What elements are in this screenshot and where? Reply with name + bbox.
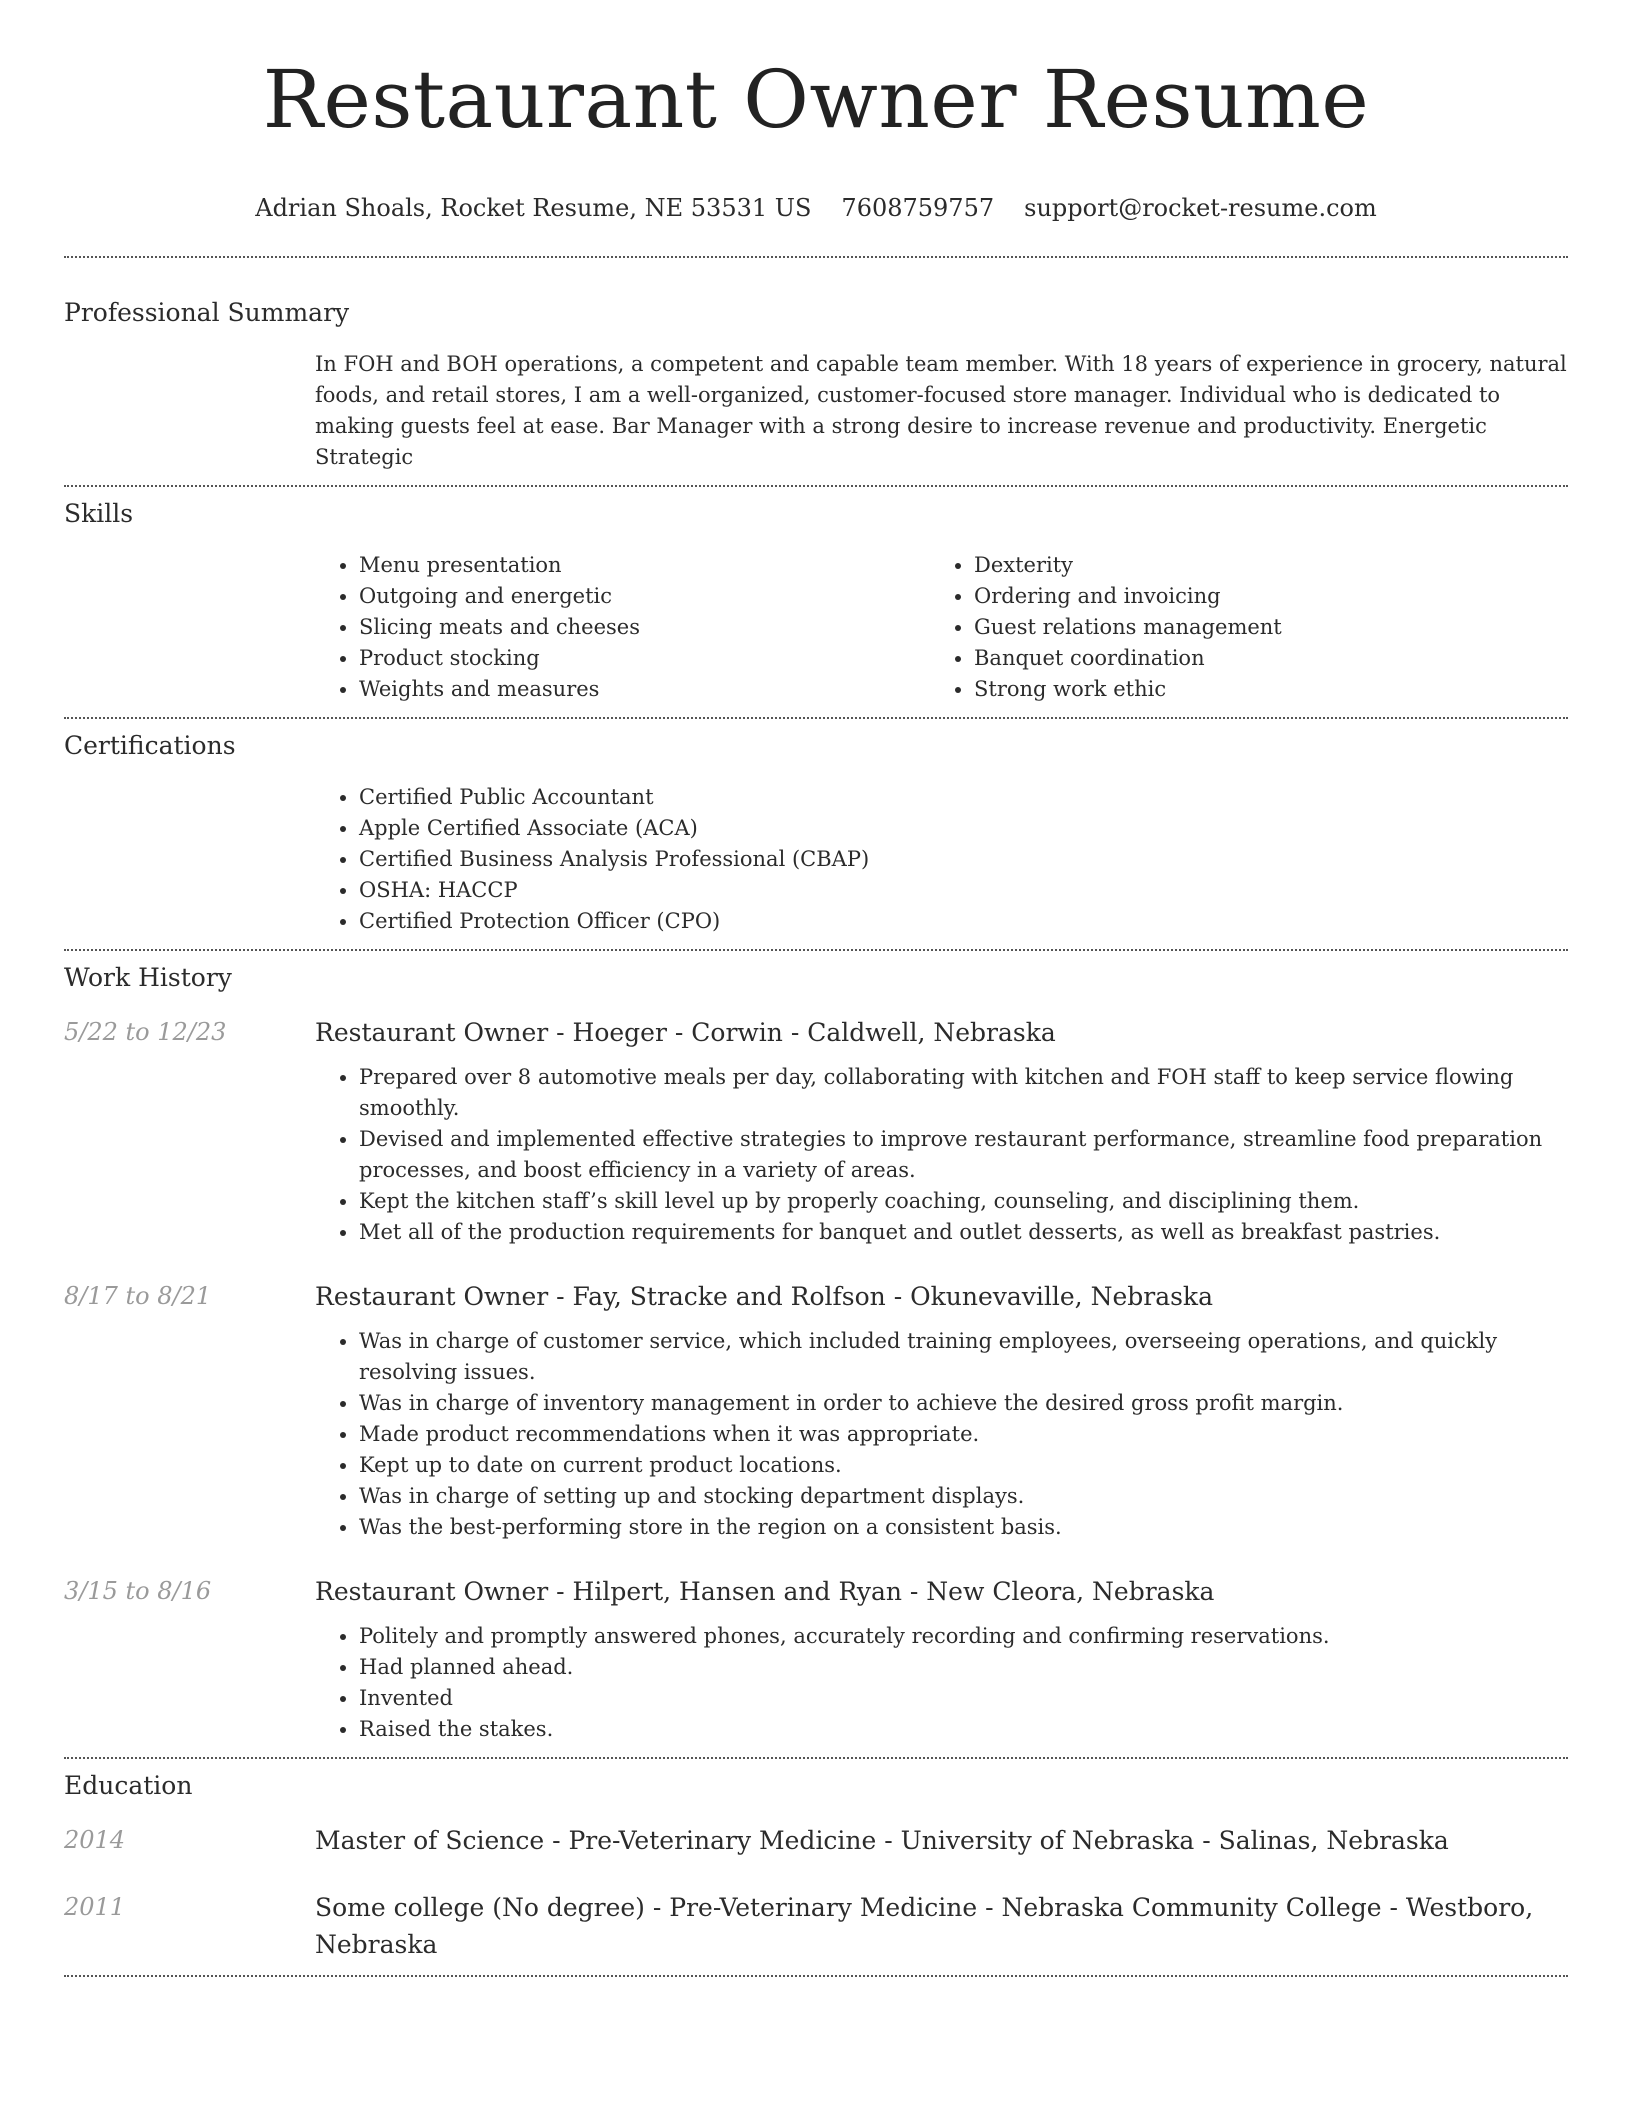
skill-item: • Slicing meats and cheeses [359,612,930,643]
education-section [64,1759,1568,1963]
skill-item: • Weights and measures [359,674,930,705]
certification-item: • Certified Protection Officer (CPO) [359,906,1568,937]
job-bullets [315,1621,1568,1745]
education-detail: Master of Science - Pre-Veterinary Medicine - University of Nebraska - Salinas, Nebraska [315,1825,1449,1855]
education-year: 2011 [64,1892,126,1921]
job-bullet: • Kept up to date on current product locations. [359,1450,1568,1481]
skill-item: • Dexterity [974,550,1568,581]
skill-item: • Outgoing and energetic [359,581,930,612]
work-heading: Work History [64,962,232,992]
job-bullet: • Politely and promptly answered phones, accurately recording and confirming reservations. [359,1621,1568,1652]
skills-list-right [930,550,1568,705]
divider [64,1975,1568,1977]
job-entry [64,1573,1568,1745]
job-bullets [315,1062,1568,1248]
resume-page [64,0,1568,1977]
job-bullet: • Invented [359,1683,1568,1714]
job-dates: 8/17 to 8/21 [64,1281,212,1310]
contact-phone: 7608759757 [841,193,995,222]
skill-item: • Product stocking [359,643,930,674]
summary-text: In FOH and BOH operations, a competent and capable team member. With 18 years of experience in grocery, natural foods, and retail stores, I am a well-organized, customer-focused store manager. Individual who is dedicated to making guests feel at ease. Bar Manager with a strong desire to increase revenue and productivity. Energetic Strategic [315,351,1567,469]
certifications-section [64,719,1568,937]
job-bullet: • Was in charge of inventory management in order to achieve the desired gross profit margin. [359,1388,1568,1419]
job-title: Restaurant Owner - Fay, Stracke and Rolfson - Okunevaville, Nebraska [315,1281,1213,1311]
skills-section [64,487,1568,705]
job-bullet: • Kept the kitchen staff’s skill level up by properly coaching, counseling, and disciplining them. [359,1186,1568,1217]
contact-address: Adrian Shoals, Rocket Resume, NE 53531 US [255,193,812,222]
certifications-list [315,782,1568,937]
education-entry [64,1889,1568,1963]
education-year: 2014 [64,1825,126,1854]
job-entry [64,1278,1568,1543]
skill-item: • Menu presentation [359,550,930,581]
job-title: Restaurant Owner - Hilpert, Hansen and Ryan - New Cleora, Nebraska [315,1576,1215,1606]
certification-item: • Apple Certified Associate (ACA) [359,813,1568,844]
job-bullet: • Met all of the production requirements for banquet and outlet desserts, as well as breakfast pastries. [359,1217,1568,1248]
certification-item: • Certified Public Accountant [359,782,1568,813]
resume-title: Restaurant Owner Resume [262,53,1370,146]
education-entry [64,1822,1568,1859]
job-bullet: • Was in charge of customer service, which included training employees, overseeing operations, and quickly resolving issues. [359,1326,1568,1388]
contact-email[interactable]: support@rocket-resume.com [1024,193,1377,222]
job-dates: 5/22 to 12/23 [64,1017,227,1046]
job-dates: 3/15 to 8/16 [64,1576,212,1605]
job-title: Restaurant Owner - Hoeger - Corwin - Caldwell, Nebraska [315,1017,1056,1047]
certification-item: • Certified Business Analysis Professional (CBAP) [359,844,1568,875]
job-bullet: • Had planned ahead. [359,1652,1568,1683]
job-bullet: • Raised the stakes. [359,1714,1568,1745]
education-detail: Some college (No degree) - Pre-Veterinary Medicine - Nebraska Community College - Westboro, Nebraska [315,1892,1534,1959]
certifications-heading: Certifications [64,730,236,760]
skill-item: • Guest relations management [974,612,1568,643]
skills-list-left [315,550,930,705]
job-bullet: • Made product recommendations when it was appropriate. [359,1419,1568,1450]
job-bullet: • Was in charge of setting up and stocking department displays. [359,1481,1568,1512]
skill-item: • Ordering and invoicing [974,581,1568,612]
skill-item: • Banquet coordination [974,643,1568,674]
education-heading: Education [64,1770,193,1800]
job-entry [64,1014,1568,1248]
job-bullets [315,1326,1568,1543]
skill-item: • Strong work ethic [974,674,1568,705]
skills-heading: Skills [64,498,134,528]
job-bullet: • Devised and implemented effective strategies to improve restaurant performance, streamline food preparation processes, and boost efficiency in a variety of areas. [359,1124,1568,1186]
job-bullet: • Was the best-performing store in the region on a consistent basis. [359,1512,1568,1543]
contact-line [64,194,1568,222]
job-bullet: • Prepared over 8 automotive meals per day, collaborating with kitchen and FOH staff to keep service flowing smoothly. [359,1062,1568,1124]
certification-item: • OSHA: HACCP [359,875,1568,906]
work-section [64,951,1568,1745]
summary-section [64,258,1568,473]
summary-heading: Professional Summary [64,297,350,327]
